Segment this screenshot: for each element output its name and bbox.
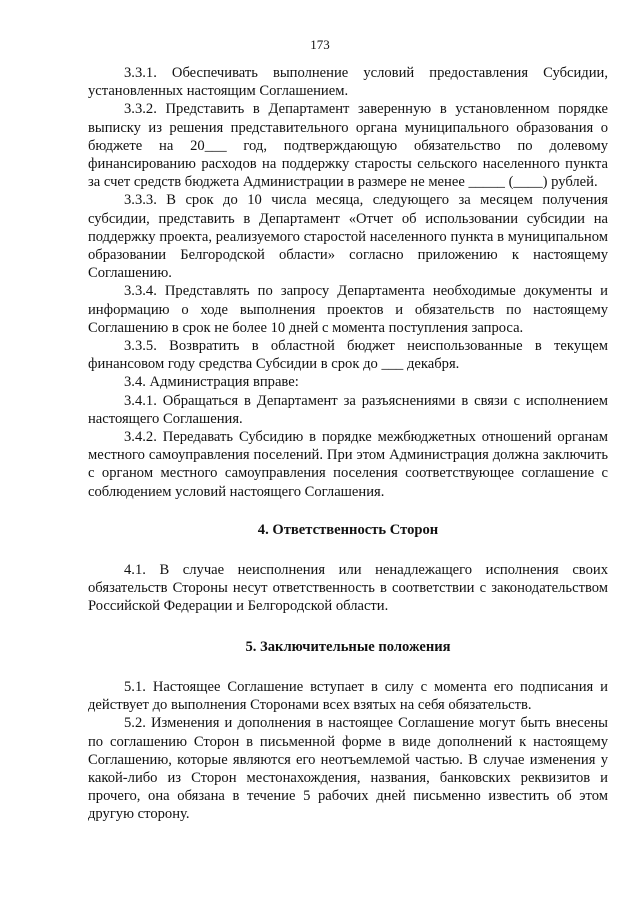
document-body (88, 64, 608, 824)
clause-3-3-1: 3.3.1. Обеспечивать выполнение условий предоставления Субсидии, установленных настоящим Соглашением. (88, 65, 608, 100)
clause-3-4-2: 3.4.2. Передавать Субсидию в порядке межбюджетных отношений органам местного самоуправления поселений. При этом Администрация должна заключить с органом местного самоуправления поселения соответствующее соглашение с соблюдением условий настоящего Соглашения. (88, 429, 608, 500)
clause-3-3-3: 3.3.3. В срок до 10 числа месяца, следующего за месяцем получения субсидии, представить в Департамент «Отчет об использовании субсидии на поддержку проекта, реализуемого старостой населенного пункта в муниципальном образовании Белгородской области» согласно приложению к настоящему Соглашению. (88, 192, 608, 282)
section-4-heading: 4. Ответственность Сторон (257, 521, 439, 538)
clause-3-4: 3.4. Администрация вправе: (124, 374, 299, 391)
section-5-heading: 5. Заключительные положения (245, 638, 451, 655)
clause-5-1: 5.1. Настоящее Соглашение вступает в силу с момента его подписания и действует до выполнения Сторонами всех взятых на себя обязательств. (88, 678, 608, 714)
clause-3-3-4: 3.3.4. Представлять по запросу Департамента необходимые документы и информацию о ходе выполнения проектов и обязательств по настоящему Соглашению в срок не более 10 дней с момента поступления запроса. (88, 283, 608, 336)
page-number: 173 (310, 37, 330, 52)
clause-3-3-5: 3.3.5. Возвратить в областной бюджет неиспользованные в текущем финансовом году средства Субсидии в срок до ___ декабря. (88, 338, 608, 373)
clause-3-4-1: 3.4.1. Обращаться в Департамент за разъяснениями в связи с исполнением настоящего Соглашения. (88, 392, 608, 427)
clause-4-1: 4.1. В случае неисполнения или ненадлежащего исполнения своих обязательств Стороны несут ответственность в соответствии с законодательством Российской Федерации и Белгородской области. (88, 562, 608, 615)
clause-5-2: 5.2. Изменения и дополнения в настоящее Соглашение могут быть внесены по соглашению Сторон в письменной форме в виде дополнений к настоящему Соглашению, которые являются его неотъемлемой частью. В случае изменения у какой-либо из Сторон местонахождения, названия, банковских реквизитов и прочего, она обязана в течение 5 рабочих дней письменно известить об этом другую сторону. (88, 715, 608, 823)
clause-3-3-2: 3.3.2. Представить в Департамент заверенную в установленном порядке выписку из решения представительного органа муниципального образования о бюджете на 20___ год, подтверждающую обязательство по долевому финансированию расходов на поддержку старосты сельского населенного пункта за счет средств бюджета Администрации в размере не менее _____ (____) рублей. (88, 101, 608, 191)
